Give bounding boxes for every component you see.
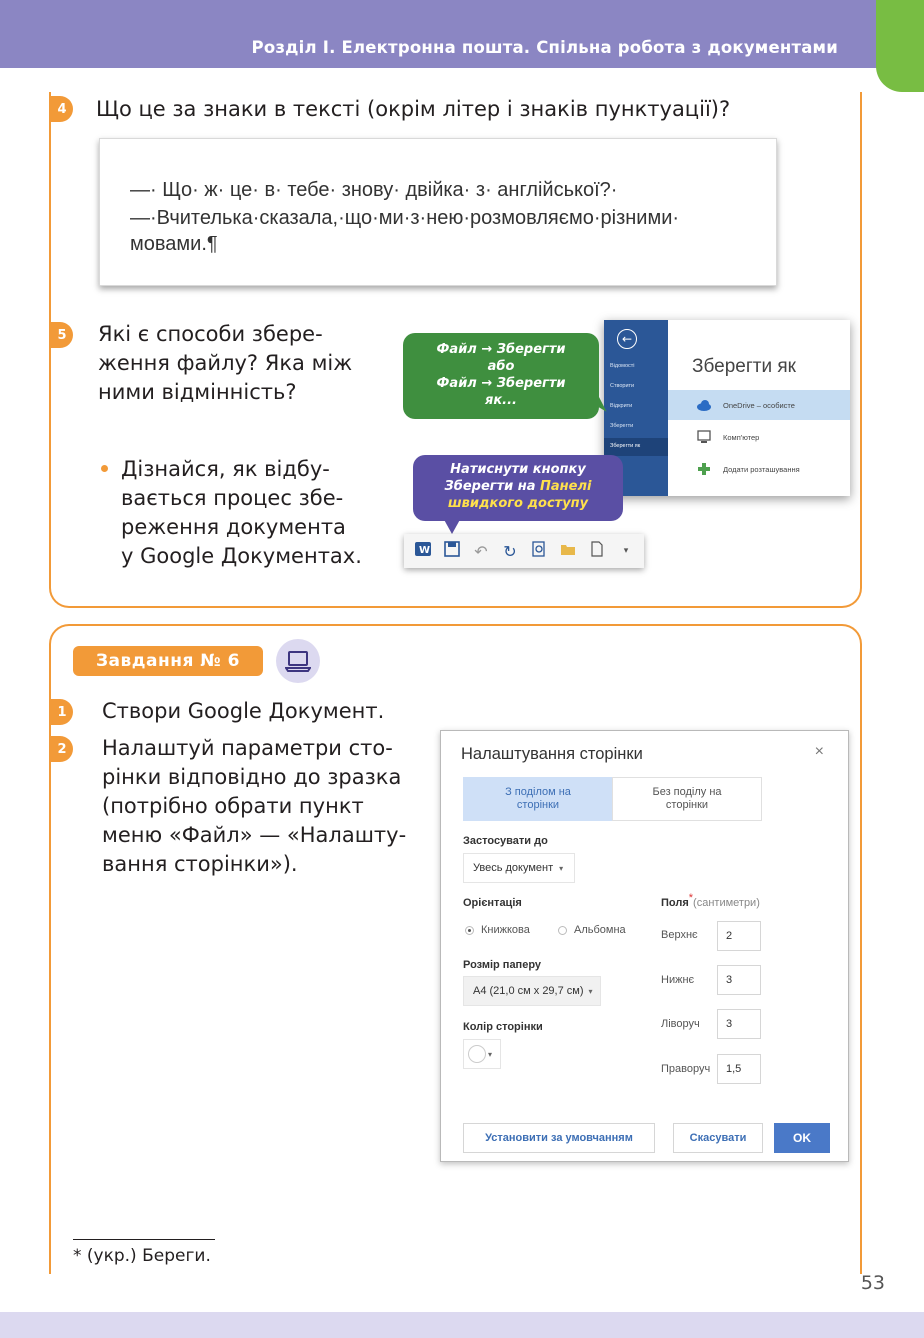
paper-size-label: Розмір паперу (463, 959, 542, 971)
text-line: вання сторінки»). (102, 852, 298, 876)
orientation-label: Орієнтація (463, 897, 522, 909)
backstage-menu-item: Відкрити (610, 403, 633, 409)
question-4-text: Що це за знаки в тексті (окрім літер і знаків пунктуації)? (96, 97, 731, 121)
backstage-menu-item: Зберегти (610, 423, 634, 429)
callout-quick-access (413, 455, 623, 521)
margins-label: Поля (661, 897, 689, 909)
portrait-radio[interactable] (465, 926, 474, 935)
quick-access-toolbar (404, 534, 644, 568)
question-4-badge: 4 (51, 96, 73, 122)
callout-line: або (487, 359, 515, 374)
print-preview-icon (530, 541, 548, 561)
text-line: ження файлу? Яка між (98, 351, 353, 375)
backstage-menu-item-active: Зберегти як (604, 438, 668, 456)
item-label: Комп'ютер (723, 433, 760, 442)
text-example-box (99, 138, 777, 286)
margin-top-input[interactable]: 2 (717, 921, 761, 951)
apply-to-select[interactable] (463, 853, 575, 883)
step-1-text: Створи Google Документ. (102, 699, 385, 723)
tab-label: сторінки (516, 799, 560, 811)
callout-line: Файл → Зберегти (436, 376, 566, 391)
redo-icon: ↻ (503, 541, 517, 561)
callout-highlight: Панелі (540, 479, 592, 494)
laptop-icon (276, 639, 320, 683)
word-backstage-screenshot (604, 320, 850, 496)
backstage-computer-item (668, 422, 850, 452)
margin-right-label: Праворуч (661, 1063, 711, 1075)
step-2-badge: 2 (51, 736, 73, 762)
chevron-down-icon: ▾ (588, 986, 593, 996)
item-label: OneDrive – особисте (723, 401, 795, 410)
ok-button[interactable]: OK (774, 1123, 830, 1153)
color-swatch (468, 1045, 486, 1063)
page-color-picker[interactable] (463, 1039, 501, 1069)
margins-unit: (сантиметри) (693, 897, 760, 909)
backstage-menu-item: Створити (610, 383, 635, 389)
header-band (0, 0, 900, 68)
callout-line: Зберегти на (444, 479, 536, 494)
step-1-badge: 1 (51, 699, 73, 725)
text-line: ними відмінність? (98, 380, 297, 404)
text-line: Дізнайся, як відбу- (121, 457, 330, 481)
backstage-onedrive-item (668, 390, 850, 420)
arrow-left-icon: ← (617, 329, 637, 349)
landscape-radio[interactable] (558, 926, 567, 935)
cancel-button[interactable]: Скасувати (673, 1123, 763, 1153)
customize-icon: ▾ (623, 546, 629, 556)
margin-top-label: Верхнє (661, 929, 698, 941)
bullet-text (121, 455, 362, 571)
backstage-menu-item: Відомості (610, 363, 635, 369)
question-5-text (98, 320, 352, 407)
callout-save-as (403, 333, 599, 419)
close-icon[interactable]: × (814, 743, 824, 760)
chevron-down-icon: ▾ (559, 863, 564, 873)
footer-band (0, 1312, 924, 1338)
text-line: Які є способи збере- (98, 322, 323, 346)
plus-icon (696, 462, 712, 476)
callout-line: Файл → Зберегти (436, 342, 566, 357)
margin-left-input[interactable]: 3 (717, 1009, 761, 1039)
example-line: мовами.¶ (130, 233, 218, 255)
svg-text:W: W (419, 545, 431, 556)
undo-icon: ↶ (474, 541, 488, 561)
set-default-button[interactable]: Установити за умовчанням (463, 1123, 655, 1153)
select-value: Увесь документ (473, 862, 554, 874)
margin-left-label: Ліворуч (661, 1018, 700, 1030)
margin-bottom-input[interactable]: 3 (717, 965, 761, 995)
text-line: (потрібно обрати пункт (102, 794, 364, 818)
step-2-text (102, 734, 406, 879)
margins-heading (661, 892, 760, 909)
example-line: —· Що· ж· це· в· тебе· знову· двійка· з· англійської?· (130, 179, 618, 201)
header-title: Розділ І. Електронна пошта. Спільна робота з документами (251, 38, 838, 57)
callout-highlight: швидкого доступу (447, 496, 589, 511)
pages-mode-tab[interactable] (463, 777, 613, 821)
text-line: реження документа (121, 515, 346, 539)
bullet-dot (101, 465, 108, 472)
header-green-tab (876, 0, 924, 92)
select-value: А4 (21,0 см x 29,7 см) (473, 985, 584, 997)
question-5-badge: 5 (51, 322, 73, 348)
landscape-label: Альбомна (574, 924, 626, 936)
page-color-label: Колір сторінки (463, 1021, 543, 1033)
example-line: —·Вчителька·сказала,·що·ми·з·нею·розмовляємо·різними· (130, 207, 680, 229)
text-line: Налаштуй параметри сто- (102, 736, 393, 760)
margin-right-input[interactable]: 1,5 (717, 1054, 761, 1084)
paper-size-select[interactable] (463, 976, 601, 1006)
text-line: меню «Файл» — «Налашту- (102, 823, 407, 847)
pageless-mode-tab[interactable] (612, 777, 762, 821)
page-number: 53 (860, 1272, 885, 1294)
footnote: * (укр.) Береги. (73, 1246, 211, 1266)
save-icon (443, 541, 461, 561)
margin-bottom-label: Нижнє (661, 974, 695, 986)
backstage-title: Зберегти як (692, 356, 796, 377)
computer-icon (696, 430, 712, 444)
text-line: рінки відповідно до зразка (102, 765, 402, 789)
tab-label: З поділом на (505, 786, 571, 798)
page-setup-dialog (440, 730, 849, 1162)
tab-label: Без поділу на (652, 786, 722, 798)
word-icon (414, 541, 432, 561)
text-line: у Google Документах. (121, 544, 362, 568)
chevron-down-icon: ▾ (488, 1049, 493, 1059)
callout-line: Натиснути кнопку (450, 462, 586, 477)
footnote-rule (73, 1239, 215, 1240)
callout-line: як... (485, 393, 517, 408)
dialog-title: Налаштування сторінки (461, 745, 643, 763)
cloud-icon (696, 398, 712, 412)
tab-label: сторінки (665, 799, 709, 811)
task-label: Завдання № 6 (73, 646, 263, 676)
apply-to-label: Застосувати до (463, 835, 548, 847)
backstage-add-location-item (668, 454, 850, 484)
new-document-icon (588, 541, 606, 561)
portrait-label: Книжкова (481, 924, 530, 936)
item-label: Додати розташування (723, 465, 800, 474)
open-folder-icon (559, 541, 577, 561)
text-line: вається процес збе- (121, 486, 344, 510)
footnote-star: * (688, 892, 694, 904)
